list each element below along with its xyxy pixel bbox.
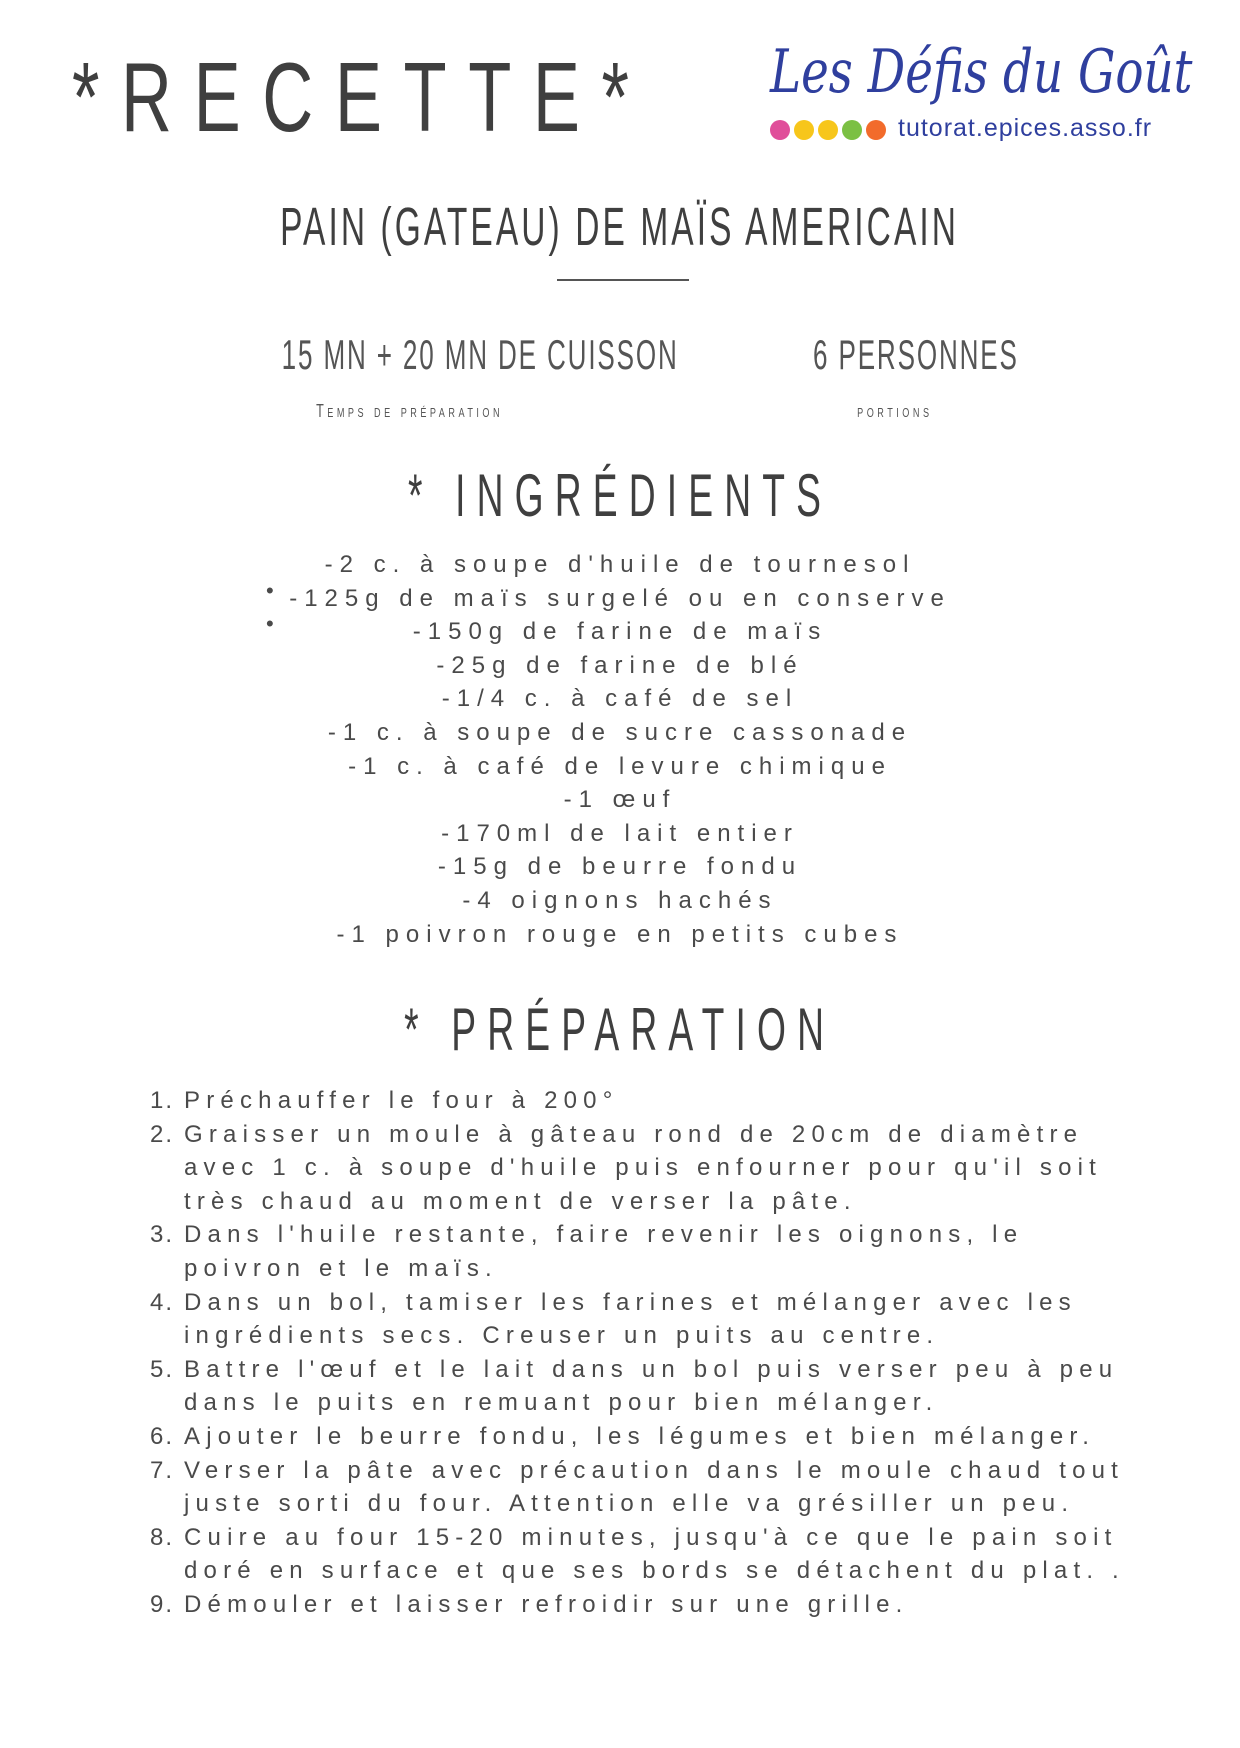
prep-time-value [160, 331, 679, 378]
ingredient-item: -15g de beurre fondu [437, 853, 803, 881]
logo-url-link[interactable]: tutorat.epices.asso.fr [898, 114, 1153, 142]
step-number: 6. [150, 1422, 175, 1450]
preparation-heading [0, 996, 1240, 1063]
preparation-step [150, 1118, 1150, 1219]
preparation-step [150, 1588, 1150, 1622]
preparation-step [150, 1420, 1150, 1454]
logo-wordmark: Les Défis du Goût [770, 37, 1193, 107]
recipe-title [0, 197, 1240, 257]
step-number: 2. [150, 1120, 175, 1148]
servings-label-text: portions [857, 401, 933, 421]
bullet-icon: • [266, 611, 274, 636]
servings-label [750, 402, 1040, 420]
ingredient-item: -1 œuf [563, 786, 677, 814]
step-number: 7. [150, 1456, 175, 1484]
step-number: 3. [150, 1221, 175, 1249]
ingredient-item: -170ml de lait entier [441, 819, 799, 847]
logo-dot [770, 120, 790, 140]
ingredient-item: -1 poivron rouge en petits cubes [336, 920, 904, 948]
ingredients-heading-text: * INGRÉDIENTS [407, 462, 833, 529]
step-text: Préchauffer le four à 200° [184, 1087, 619, 1114]
logo-dot [794, 120, 814, 140]
step-text: Ajouter le beurre fondu, les légumes et bien mélanger. [184, 1422, 1096, 1450]
servings-value [750, 331, 1040, 378]
preparation-step [150, 1084, 1150, 1118]
recipe-title-text: PAIN (GATEAU) DE MAÏS AMERICAIN [280, 197, 960, 257]
step-number: 8. [150, 1523, 175, 1551]
ingredients-list [0, 548, 1240, 951]
ingredient-item: -1 c. à soupe de sucre cassonade [327, 718, 913, 746]
prep-time-label [160, 402, 660, 420]
step-text: Dans un bol, tamiser les farines et mélanger avec les ingrédients secs. Creuser un puits au centre. [184, 1288, 1077, 1350]
prep-time-label-text: Temps de préparation [316, 401, 504, 421]
ingredient-item: -25g de farine de blé [436, 651, 804, 679]
ingredient-item: -150g de farine de maïs [412, 618, 828, 646]
logo-dot [866, 120, 886, 140]
preparation-step [150, 1286, 1150, 1353]
step-text: Battre l'œuf et le lait dans un bol puis verser peu à peu dans le puits en remuant pour bien mélanger. [184, 1355, 1119, 1417]
step-number: 9. [150, 1590, 175, 1618]
step-text: Graisser un moule à gâteau rond de 20cm de diamètre avec 1 c. à soupe d'huile puis enfourner pour qu'il soit très chaud au moment de verser la pâte. [184, 1120, 1103, 1215]
ingredient-item: -1/4 c. à café de sel [441, 685, 799, 713]
ingredient-item: -4 oignons hachés [462, 886, 778, 914]
preparation-step [150, 1521, 1150, 1588]
title-underline [557, 279, 689, 281]
preparation-steps-list [150, 1084, 1150, 1622]
logo-dot [842, 120, 862, 140]
step-text: Cuire au four 15-20 minutes, jusqu'à ce que le pain soit doré en surface et que ses bords se détachent du plat. . [184, 1523, 1125, 1585]
step-text: Verser la pâte avec précaution dans le moule chaud tout juste sorti du four. Attention elle va grésiller un peu. [184, 1456, 1125, 1518]
prep-time-text: 15 MN + 20 MN DE CUISSON [281, 331, 679, 378]
preparation-step [150, 1353, 1150, 1420]
step-text: Démouler et laisser refroidir sur une grille. [184, 1590, 909, 1618]
logo-dots-icon [770, 120, 886, 140]
preparation-step [150, 1454, 1150, 1521]
servings-text: 6 PERSONNES [813, 331, 1019, 378]
logo-dot [818, 120, 838, 140]
ingredient-item: -2 c. à soupe d'huile de tournesol [324, 551, 916, 578]
bullet-icon: • [266, 578, 274, 603]
ingredient-item: -1 c. à café de levure chimique [348, 752, 892, 780]
step-number: 1. [150, 1087, 175, 1114]
step-number: 5. [150, 1355, 175, 1383]
ingredient-item: -125g de maïs surgelé ou en conserve [289, 584, 951, 612]
ingredients-heading [0, 462, 1240, 529]
preparation-heading-text: * PRÉPARATION [404, 996, 836, 1063]
preparation-step [150, 1218, 1150, 1285]
recette-heading: *RECETTE* [72, 42, 651, 152]
step-number: 4. [150, 1288, 175, 1316]
les-defis-du-gout-logo[interactable] [770, 37, 1193, 152]
step-text: Dans l'huile restante, faire revenir les oignons, le poivron et le maïs. [184, 1221, 1024, 1282]
